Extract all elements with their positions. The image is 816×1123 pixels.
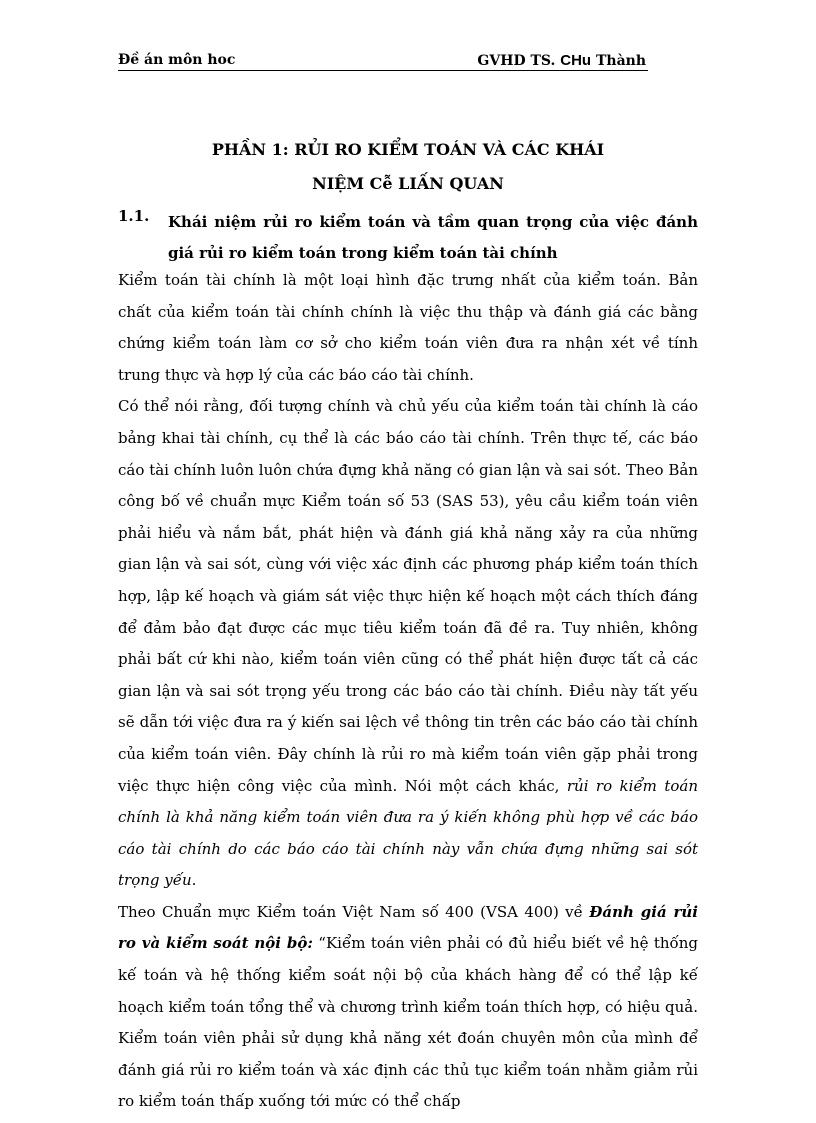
body-text [118, 265, 698, 1118]
paragraph-2-italic-definition: rủi ro kiểm toán chính là khả năng kiểm toán viên đưa ra ý kiến không phù hợp về các báo cáo tài chính do các báo cáo tài chính này vẫn chứa đựng những sai sót trọng yếu. [118, 776, 698, 890]
paragraph-1: Kiểm toán tài chính là một loại hình đặc trưng nhất của kiểm toán. Bản chất của kiểm toán tài chính chính là việc thu thập và đánh giá các bằng chứng kiểm toán làm cơ sở cho kiểm toán viên đưa ra nhận xét về tính trung thực và hợp lý của các báo cáo tài chính. [118, 271, 698, 384]
paragraph-3-standard-title: Đánh giá rủi ro và kiểm soát nội bộ: [118, 902, 699, 953]
header-course-title: Đề án môn hoc [118, 52, 236, 68]
header-supervisor [477, 52, 646, 69]
section-title: Khái niệm rủi ro kiểm toán và tầm quan trọng của việc đánh giá rủi ro kiểm toán trong kiểm toán tài chính [168, 213, 698, 262]
page-header [118, 50, 648, 71]
paragraph-3-prefix: Theo Chuẩn mực Kiểm toán Việt Nam số 400 (VSA 400) về [118, 902, 590, 921]
paragraph-3-quote: “Kiểm toán viên phải có đủ hiểu biết về hệ thống kế toán và hệ thống kiểm soát nội bộ của khách hàng để có thể lập kế hoạch kiểm toán tổng thể và chương trình kiểm toán thích hợp, có hiệu quả. Kiểm toán viên phải sử dụng khả năng xét đoán chuyên môn của mình để đánh giá rủi ro kiểm toán và xác định các thủ tục kiểm toán nhằm giảm rủi ro kiểm toán thấp xuống tới mức có thể chấp [118, 934, 698, 1111]
section-number: 1.1. [118, 207, 150, 225]
paragraph-2-text: Có thể nói rằng, đối tượng chính và chủ yếu của kiểm toán tài chính là cáo bảng khai tài chính, cụ thể là các báo cáo tài chính. Trên thực tế, các báo cáo tài chính luôn luôn chứa đựng khả năng có gian lận và sai sót. Theo Bản công bố về chuẩn mực Kiểm toán số 53 (SAS 53), yêu cầu kiểm toán viên phải hiểu và nắm bắt, phát hiện và đánh giá khả năng xảy ra của những gian lận và sai sót, cùng với việc xác định các phương pháp kiểm toán thích hợp, lập kế hoạch và giám sát việc thực hiện kế hoạch một cách thích đáng để đảm bảo đạt được các mục tiêu kiểm toán đã đề ra. Tuy nhiên, không phải bất cứ khi nào, kiểm toán viên cũng có thể phát hiện được tất cả các gian lận và sai sót trọng yếu trong các báo cáo tài chính. Điều này tất yếu sẽ dẫn tới việc đưa ra ý kiến sai lệch về thông tin trên các báo cáo tài chính của kiểm toán viên. Đây chính là rủi ro mà kiểm toán viên gặp phải trong việc thực hiện công việc của mình. Nói một cách khác, [118, 397, 698, 795]
header-supervisor-prefix: GVHD TS. [477, 53, 561, 69]
chapter-title-line-2: NIỆM Cễ LIẤN QUAN [312, 174, 504, 193]
chapter-title-line-1: PHẦN 1: RỦI RO KIỂM TOÁN VÀ CÁC KHÁI [211, 140, 605, 159]
header-supervisor-suffix: Thành [591, 53, 646, 69]
header-supervisor-cap: CHu [560, 52, 592, 69]
paragraph-2 [118, 391, 698, 897]
paragraph-3 [118, 897, 698, 1118]
